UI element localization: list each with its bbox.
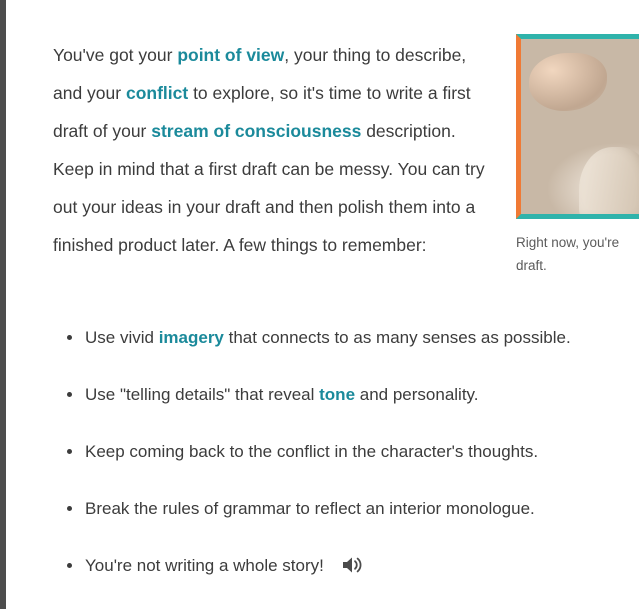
figure <box>516 34 639 277</box>
link-conflict[interactable]: conflict <box>125 82 189 103</box>
bullet-icon <box>67 392 72 397</box>
link-point-of-view[interactable]: point of view <box>177 44 285 65</box>
tip-text-2b: and personality. <box>355 384 479 404</box>
bullet-icon <box>67 506 72 511</box>
bullet-icon <box>67 335 72 340</box>
list-item <box>53 379 623 410</box>
intro-paragraph <box>53 36 493 264</box>
tip-text-1b: that connects to as many senses as possible. <box>223 327 571 347</box>
tip-text-2a: Use "telling details" that reveal <box>85 384 320 404</box>
bullet-icon <box>67 449 72 454</box>
link-imagery[interactable]: imagery <box>158 327 224 347</box>
list-item <box>53 493 623 524</box>
intro-text-2: , your thing to describe, and your <box>53 44 467 103</box>
tip-text-1a: Use vivid <box>85 327 159 347</box>
tips-list <box>53 322 623 581</box>
bullet-icon <box>67 563 72 568</box>
speaker-icon[interactable] <box>341 554 363 574</box>
clay-vessel <box>579 147 639 219</box>
link-stream-of-consciousness[interactable]: stream of consciousness <box>151 120 362 141</box>
page-left-rule <box>0 0 6 609</box>
pottery-photo <box>521 39 639 214</box>
intro-text-3: to explore, so it's time to write a first draft of your <box>53 82 471 141</box>
intro-text-1: You've got your <box>53 44 178 65</box>
figure-caption <box>516 231 639 277</box>
list-item <box>53 550 623 581</box>
intro-text-4: description. Keep in mind that a first draft can be messy. You can try out your ideas in your draft and then polish them into a finished product later. A few things to remember: <box>53 120 485 255</box>
figure-frame <box>516 34 639 219</box>
list-item <box>53 436 623 467</box>
list-item <box>53 322 623 353</box>
hand-highlight <box>529 53 607 111</box>
figure-caption-line1: Right now, you're <box>516 235 620 250</box>
tip-text-3: Keep coming back to the conflict in the character's thoughts. <box>85 441 539 461</box>
figure-caption-line2: draft. <box>516 258 547 273</box>
tip-text-4: Break the rules of grammar to reflect an interior monologue. <box>85 498 535 518</box>
tip-text-5: You're not writing a whole story! <box>85 555 324 575</box>
link-tone[interactable]: tone <box>319 384 356 404</box>
